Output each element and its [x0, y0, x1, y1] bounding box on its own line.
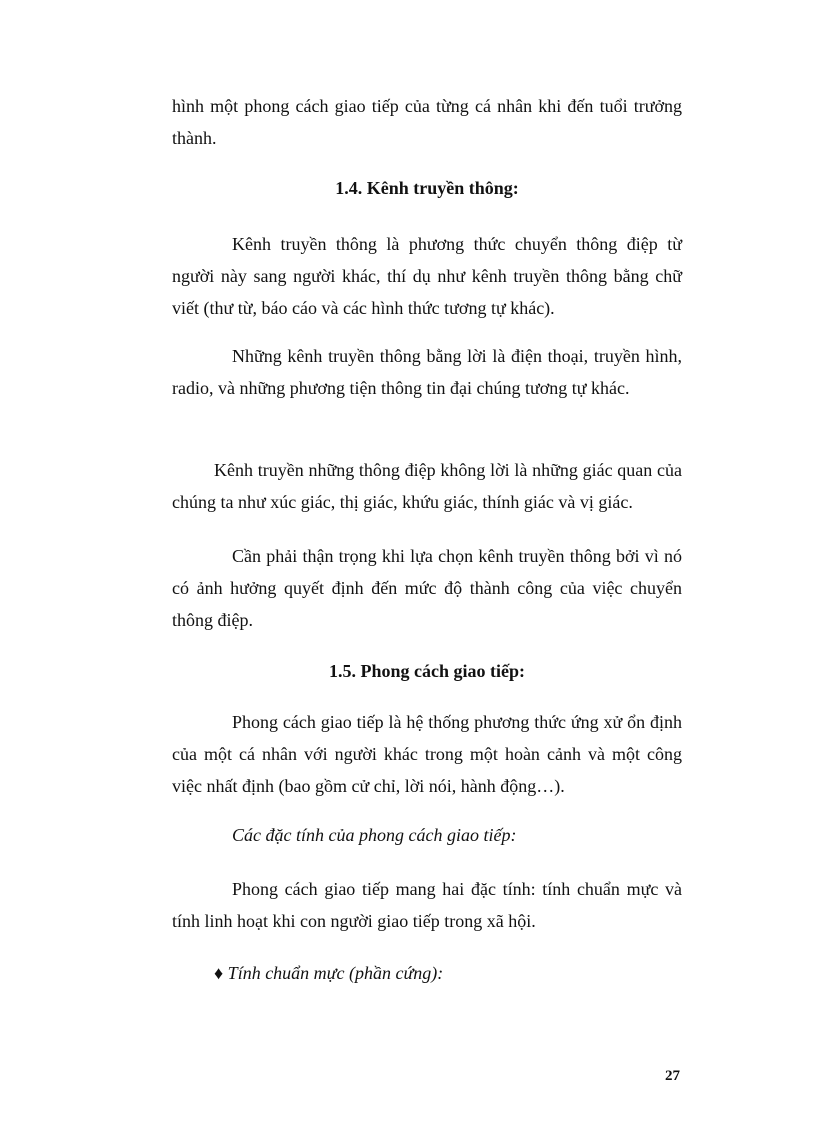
bullet-standard-characteristic: ♦ Tính chuẩn mực (phần cứng):	[214, 963, 444, 983]
paragraph-channel-caution: Cần phải thận trọng khi lựa chọn kênh truyền thông bởi vì nó có ảnh hưởng quyết định đến mức độ thành công của việc chuyển thông điệp.	[172, 546, 682, 630]
paragraph-continuation: hình một phong cách giao tiếp của từng cá nhân khi đến tuổi trưởng thành.	[172, 96, 682, 148]
page-number: 27	[665, 1068, 680, 1084]
paragraph-style-characteristics: Phong cách giao tiếp mang hai đặc tính: tính chuẩn mực và tính linh hoạt khi con người giao tiếp trong xã hội.	[172, 879, 682, 931]
section-heading-1-4: 1.4. Kênh truyền thông:	[335, 178, 519, 198]
section-heading-1-5: 1.5. Phong cách giao tiếp:	[329, 661, 525, 681]
paragraph-nonverbal-channels: Kênh truyền những thông điệp không lời là những giác quan của chúng ta như xúc giác, thị giác, khứu giác, thính giác và vị giác.	[172, 460, 682, 512]
paragraph-style-characteristics-heading: Các đặc tính của phong cách giao tiếp:	[232, 825, 517, 845]
paragraph-style-definition: Phong cách giao tiếp là hệ thống phương thức ứng xử ổn định của một cá nhân với người khác trong một hoàn cảnh và một công việc nhất định (bao gồm cử chỉ, lời nói, hành động…).	[172, 712, 682, 796]
paragraph-channel-definition: Kênh truyền thông là phương thức chuyển thông điệp từ người này sang người khác, thí dụ như kênh truyền thông bằng chữ viết (thư từ, báo cáo và các hình thức tương tự khác).	[172, 234, 682, 318]
paragraph-verbal-channels: Những kênh truyền thông bằng lời là điện thoại, truyền hình, radio, và những phương tiện thông tin đại chúng tương tự khác.	[172, 346, 682, 398]
